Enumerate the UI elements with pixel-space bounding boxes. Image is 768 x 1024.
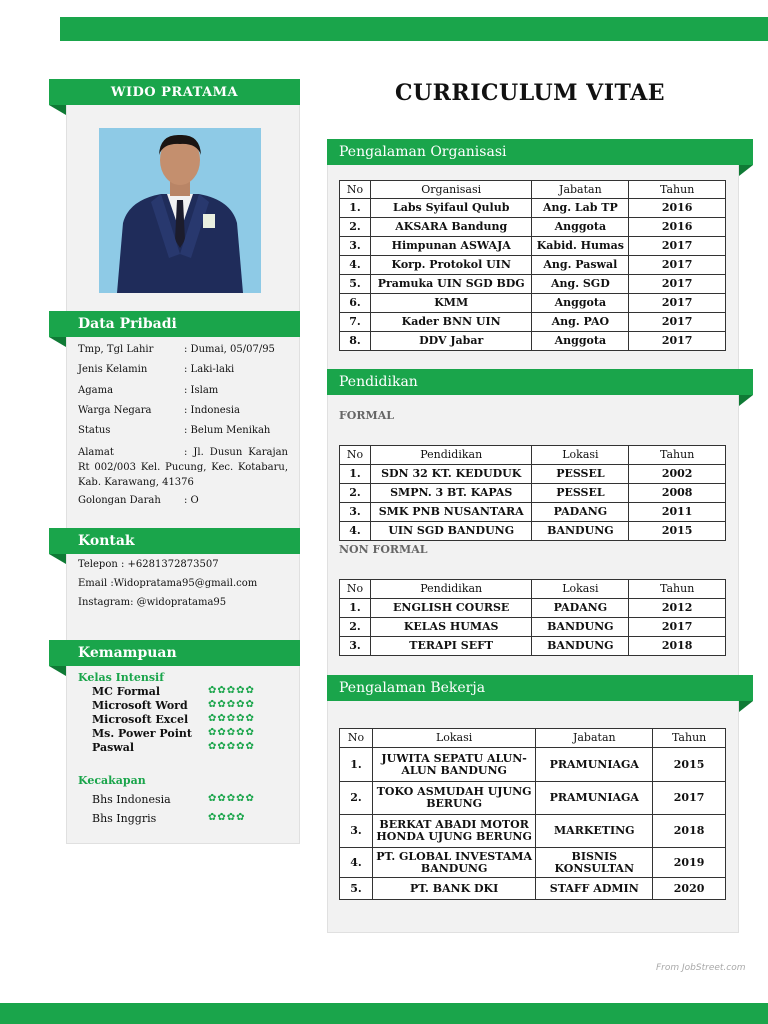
kontak-heading: Kontak xyxy=(49,528,300,554)
table-row: 3. SMK PNB NUSANTARA PADANG 2011 xyxy=(340,503,726,522)
language-label: Bhs Indonesia xyxy=(92,793,171,806)
email-text: Email :Widopratama95@gmail.com xyxy=(78,578,258,589)
kelas-intensif-heading: Kelas Intensif xyxy=(78,671,164,684)
pendidikan-nonformal-table xyxy=(339,579,726,656)
person-name: WIDO PRATAMA xyxy=(110,84,239,100)
table-row: 3. Himpunan ASWAJA Kabid. Humas 2017 xyxy=(340,237,726,256)
profile-photo xyxy=(99,128,261,293)
table-header-row: No Pendidikan Lokasi Tahun xyxy=(340,446,726,465)
rating-flower-icon: ✿✿✿✿✿ xyxy=(208,713,255,724)
table-row: 3. BERKAT ABADI MOTOR HONDA UJUNG BERUNG MARKETING 2018 xyxy=(340,815,726,848)
rating-flower-icon: ✿✿✿✿✿ xyxy=(208,793,255,804)
table-header-row: No Pendidikan Lokasi Tahun xyxy=(340,580,726,599)
table-row: 4. PT. GLOBAL INVESTAMA BANDUNG BISNIS KONSULTAN 2019 xyxy=(340,848,726,878)
table-row: 2. TOKO ASMUDAH UJUNG BERUNG PRAMUNIAGA 2017 xyxy=(340,782,726,815)
rating-flower-icon: ✿✿✿✿✿ xyxy=(208,699,255,710)
bekerja-table xyxy=(339,728,726,900)
table-row: 5. PT. BANK DKI STAFF ADMIN 2020 xyxy=(340,878,726,900)
address-block: Alamat : Jl. Dusun Karajan Rt 002/003 Kel. Pucung, Kec. Kotabaru, Kab. Karawang, 41376 xyxy=(78,447,288,488)
table-row: 2. SMPN. 3 BT. KAPAS PESSEL 2008 xyxy=(340,484,726,503)
kecakapan-heading: Kecakapan xyxy=(78,774,146,787)
table-row: 7. Kader BNN UIN Ang. PAO 2017 xyxy=(340,313,726,332)
table-row: 6. KMM Anggota 2017 xyxy=(340,294,726,313)
name-banner xyxy=(49,79,300,105)
table-row: 2. KELAS HUMAS BANDUNG 2017 xyxy=(340,618,726,637)
language-label: Bhs Inggris xyxy=(92,812,157,825)
table-row: 3. TERAPI SEFT BANDUNG 2018 xyxy=(340,637,726,656)
skill-label: Microsoft Word xyxy=(92,699,188,712)
table-row: 5. Pramuka UIN SGD BDG Ang. SGD 2017 xyxy=(340,275,726,294)
table-row: 4. Korp. Protokol UIN Ang. Paswal 2017 xyxy=(340,256,726,275)
non-formal-label: NON FORMAL xyxy=(339,543,428,556)
page-title: CURRICULUM VITAE xyxy=(394,80,666,106)
skill-label: MC Formal xyxy=(92,685,161,698)
table-row: 1. JUWITA SEPATU ALUN-ALUN BANDUNG PRAMUNIAGA 2015 xyxy=(340,748,726,782)
pendidikan-heading: Pendidikan xyxy=(327,369,753,395)
table-row: 4. UIN SGD BANDUNG BANDUNG 2015 xyxy=(340,522,726,541)
organisasi-table xyxy=(339,180,726,351)
phone-text: Telepon : +6281372873507 xyxy=(78,559,219,570)
rating-flower-icon: ✿✿✿✿✿ xyxy=(208,685,255,696)
rating-flower-icon: ✿✿✿✿ xyxy=(208,812,246,823)
pendidikan-formal-table xyxy=(339,445,726,541)
rating-flower-icon: ✿✿✿✿✿ xyxy=(208,741,255,752)
data-pribadi-heading: Data Pribadi xyxy=(49,311,300,337)
table-header-row: No Organisasi Jabatan Tahun xyxy=(340,181,726,199)
rating-flower-icon: ✿✿✿✿✿ xyxy=(208,727,255,738)
instagram-text: Instagram: @widopratama95 xyxy=(78,597,227,608)
formal-label: FORMAL xyxy=(339,409,394,422)
table-row: 8. DDV Jabar Anggota 2017 xyxy=(340,332,726,351)
top-accent-bar xyxy=(60,17,768,41)
bottom-accent-bar xyxy=(0,1003,768,1024)
skill-label: Ms. Power Point xyxy=(92,727,193,740)
table-row: 2. AKSARA Bandung Anggota 2016 xyxy=(340,218,726,237)
table-header-row: No Lokasi Jabatan Tahun xyxy=(340,729,726,748)
table-row: 1. SDN 32 KT. KEDUDUK PESSEL 2002 xyxy=(340,465,726,484)
skill-label: Microsoft Excel xyxy=(92,713,189,726)
skill-label: Paswal xyxy=(92,741,135,754)
bekerja-heading: Pengalaman Bekerja xyxy=(327,675,753,701)
organisasi-heading: Pengalaman Organisasi xyxy=(327,139,753,165)
kemampuan-heading: Kemampuan xyxy=(49,640,300,666)
table-row: 1. Labs Syifaul Qulub Ang. Lab TP 2016 xyxy=(340,199,726,218)
table-row: 1. ENGLISH COURSE PADANG 2012 xyxy=(340,599,726,618)
watermark-text: From JobStreet.com xyxy=(656,963,746,973)
